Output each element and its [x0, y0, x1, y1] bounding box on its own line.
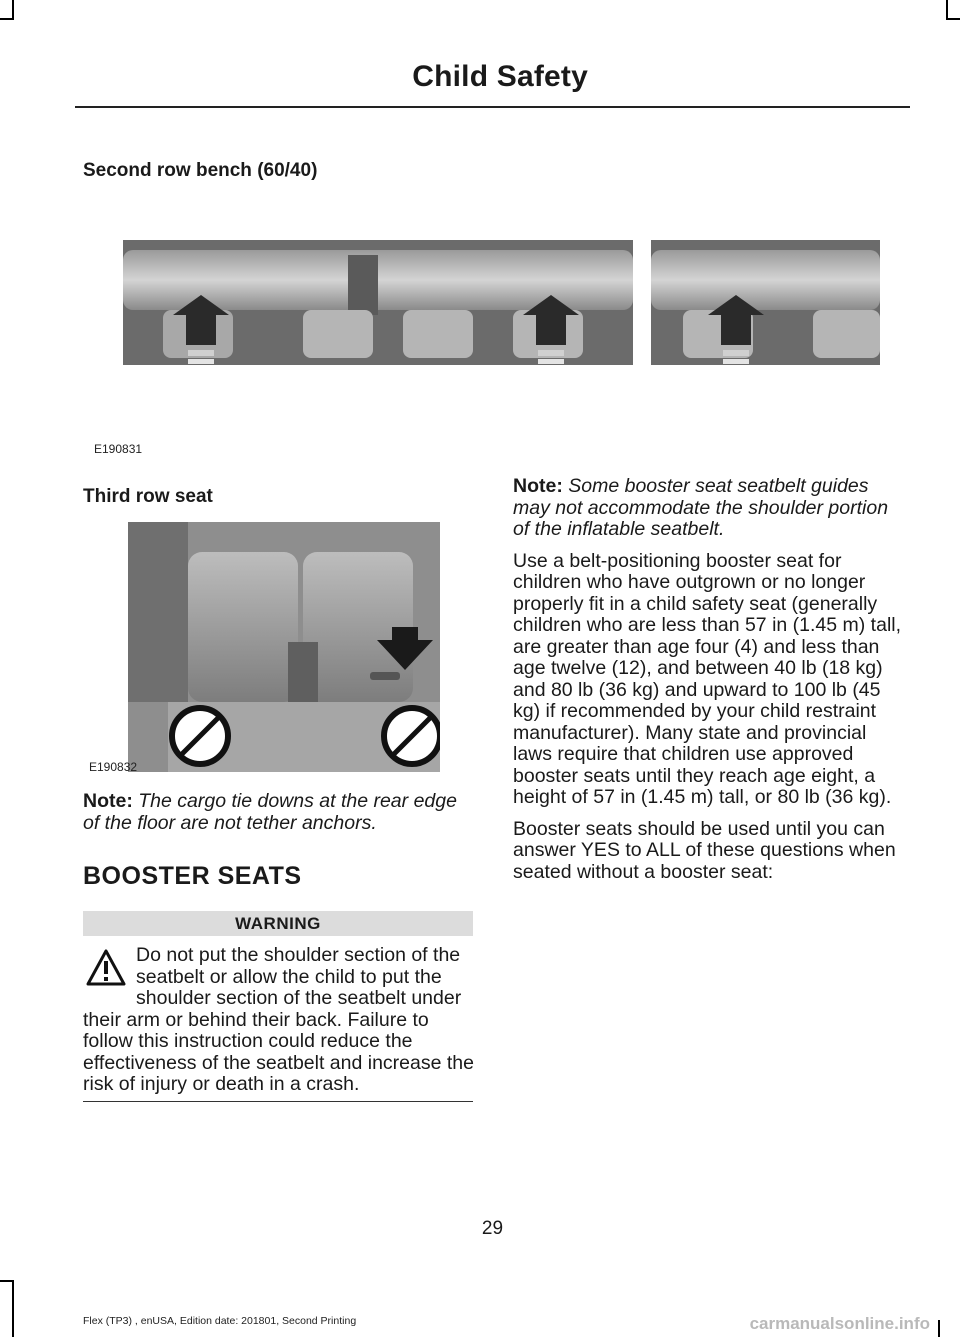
crop-mark [12, 0, 14, 20]
right-column [513, 476, 908, 893]
third-row-seat-illustration [108, 522, 440, 772]
figure-code: E190831 [94, 442, 143, 456]
note-text: The cargo tie downs at the rear edge of the floor are not tether anchors. [83, 790, 457, 834]
figure-heading-third-row: Third row seat [83, 486, 213, 507]
warning-body [83, 945, 475, 1096]
crop-mark [0, 1280, 14, 1282]
note-label: Note: [83, 790, 133, 812]
page-number: 29 [481, 1218, 504, 1239]
body-paragraph: Booster seats should be used until you can answer YES to ALL of these questions when seated without a booster seat: [513, 817, 896, 883]
note-cargo [83, 791, 475, 844]
figure-heading-second-row: Second row bench (60/40) [83, 160, 318, 181]
section-heading: BOOSTER SEATS [83, 862, 302, 890]
second-row-bench-illustration [123, 240, 880, 370]
body-paragraph: Use a belt-positioning booster seat for children who have outgrown or no longer properly fit in a child safety seat (generally children who are less than 57 in (1.45 m) tall, are greater than age four (4) and less than age twelve (12), and between 40 lb (18 kg) and 80 lb (36 kg) and upward to 100 lb (45 kg) if recommended by your child restraint manufacturer). Many state and provincial laws require that children use approved booster seats until they reach age eight, a height of 57 in (1.45 m) tall, or 80 lb (36 kg). [513, 549, 902, 808]
footer-edition: Flex (TP3) , enUSA, Edition date: 201801, Second Printing [83, 1315, 357, 1327]
crop-mark [946, 0, 948, 20]
page-title: Child Safety [412, 60, 588, 93]
crop-mark [0, 18, 14, 20]
watermark: carmanualsonline.info [749, 1314, 930, 1333]
crop-mark [12, 1280, 14, 1337]
warning-divider [83, 1101, 473, 1102]
warning-header: WARNING [83, 911, 473, 936]
note-text: Some booster seat seatbelt guides may not accommodate the shoulder portion of the inflatable seatbelt. [513, 475, 889, 540]
figure-code: E190832 [89, 760, 138, 774]
header-divider [75, 106, 910, 108]
crop-mark [946, 18, 960, 20]
prohibited-icon [384, 708, 440, 764]
note-label: Note: [513, 475, 563, 497]
prohibited-icon [172, 708, 228, 764]
crop-mark [938, 1320, 940, 1337]
warning-text: Do not put the shoulder section of the seatbelt or allow the child to put the shoulder section of the seatbelt under their arm or behind their back. Failure to follow this instruction could reduce the effectiveness of the seatbelt and increase the risk of injury or death in a crash. [83, 944, 474, 1095]
